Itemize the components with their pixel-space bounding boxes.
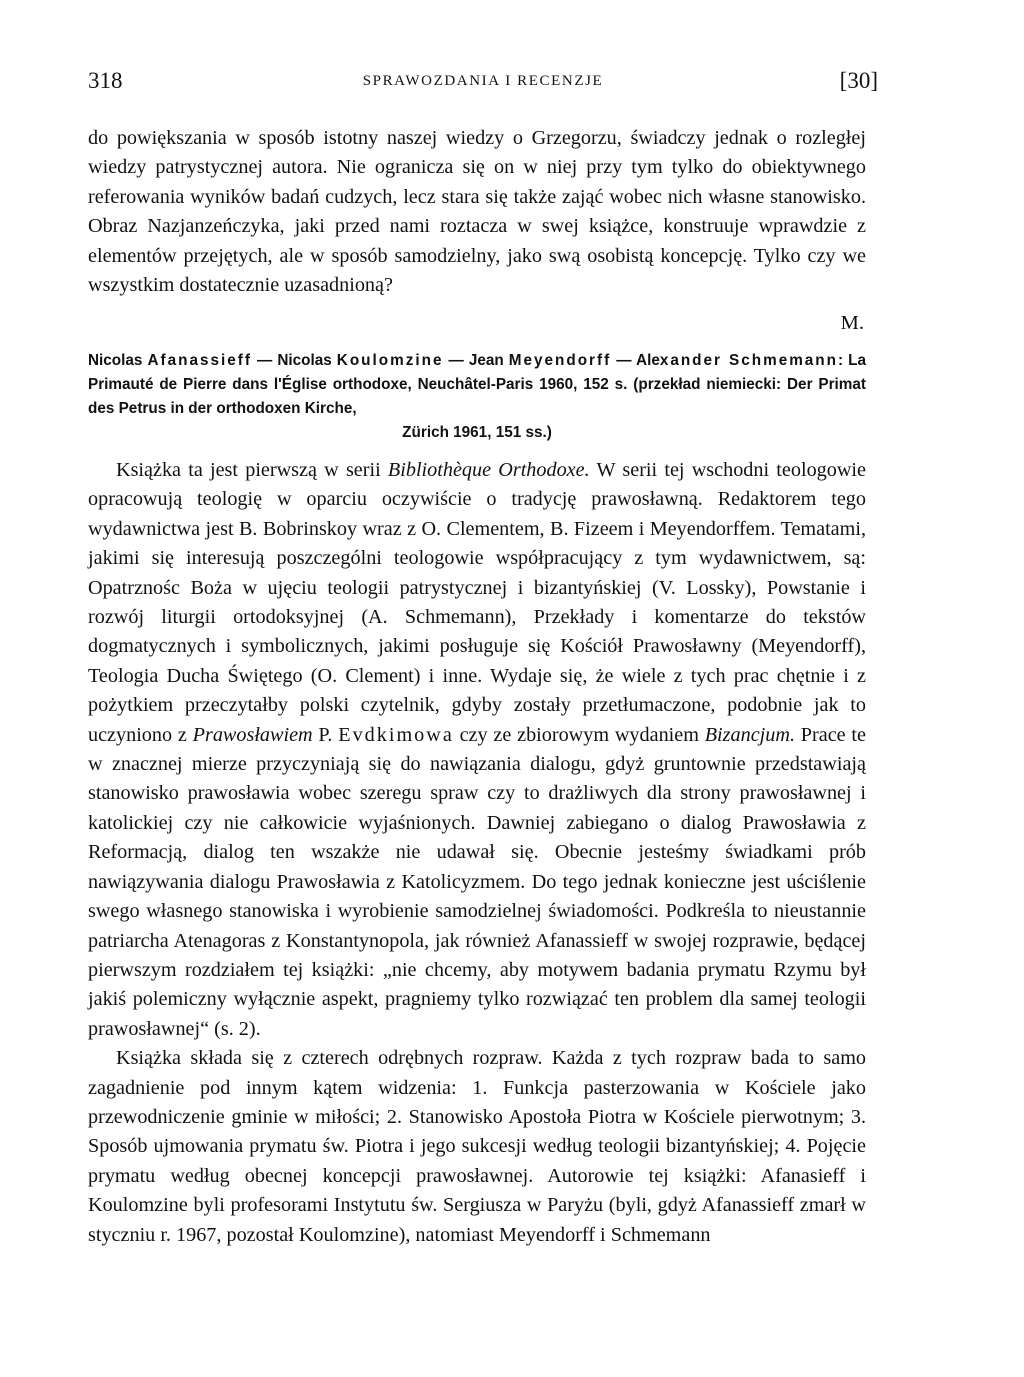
citation-text: Nicolas <box>88 352 148 369</box>
review-text: Książka ta jest pierwszą w serii <box>116 459 388 481</box>
work-title-bizancjum: Bizancjum. <box>704 723 795 746</box>
author-name-evdkimowa: Evdkimowa <box>338 723 454 746</box>
review-text: W serii tej wschodni teologowie opracowują teologię w oparciu oczywiście o tradycję prawosławną. Redaktorem tego wydawnictwa jest B. Bobrinskoy wraz z O. Clementem, B. Fizeem i Meyendorffem. Tematami, jakimi się interesują poszczególni teologowie współpracujący z tym wydawnictwem, są: Opatrznośc Boża w ujęciu teologii patrystycznej i bizantyńskiej (V. Lossky), Powstanie i rozwój liturgii ortodoksyjnej (A. Schmemann), Przekłady i komentarze do tekstów dogmatycznych i symbolicznych, jakimi posługuje się Kościół Prawosławny (Meyendorff), Teologia Ducha Świętego (O. Clement) i inne. Wydaje się, że wiele z tych prac chętnie i z pożytkiem przeczytałby polski czytelnik, gdyby zostały przetłumaczone, podobnie jak to uczyniono z <box>88 459 866 746</box>
bibliographic-citation <box>88 349 866 445</box>
page-header <box>88 68 878 108</box>
citation-center-line: Zürich 1961, 151 ss.) <box>402 424 552 441</box>
section-number: [30] <box>839 68 878 93</box>
review-paragraph-2: Książka składa się z czterech odrębnych rozpraw. Każda z tych rozpraw bada to samo zagadnienie pod innym kątem widzenia: 1. Funkcja pasterzowania w Kościele jako przewodniczenie gminie w miłości; 2. Stanowisko Apostoła Piotra w Kościele pierwotnym; 3. Sposób ujmowania prymatu św. Piotra i jego sukcesji według teologii bizantyńskiej; 4. Pojęcie prymatu według obecnej koncepcji prawosławnej. Autorowie tej książki: Afanasieff i Koulomzine byli profesorami Instytutu św. Sergiusza w Paryżu (byli, gdyż Afanassieff zmarł w styczniu r. 1967, pozostał Koulomzine), natomiast Meyendorff i Schmemann <box>88 1047 866 1246</box>
review-paragraph-1 <box>88 456 866 1044</box>
review-text: czy ze zbiorowym wydaniem <box>453 723 705 746</box>
review-signature: M. <box>840 312 864 334</box>
series-title: Bibliothèque Orthodoxe. <box>387 459 590 481</box>
running-title: SPRAWOZDANIA I RECENZJE <box>362 73 604 89</box>
citation-title-and-details: : La Primauté de Pierre dans l'Église orthodoxe, Neuchâtel-Paris 1960, 152 s. (przekład niemiecki: Der Primat des Petrus in der orthodoxen Kirche, <box>88 352 866 417</box>
author-surname-koulomzine: Koulomzine <box>336 352 444 369</box>
citation-text: — Ale <box>611 352 660 369</box>
citation-text: — Jean <box>443 352 509 369</box>
page-number: 318 <box>88 68 123 93</box>
review-text: P. <box>312 723 339 746</box>
author-surname-meyendorff: Meyendorff <box>508 352 612 369</box>
citation-text: — Nicolas <box>251 352 337 369</box>
work-title-prawoslawie: Prawosławiem <box>192 723 313 746</box>
author-name-schmemann: xander Schmemann <box>659 352 838 369</box>
previous-review-paragraph: do powiększania w sposób istotny naszej wiedzy o Grzegorzu, świadczy jednak o rozległej wiedzy patrystycznej autora. Nie ogranicza się on w niej przy tym tylko do obiektywnego referowania wyników badań cudzych, lecz stara się także zająć wobec nich własne stanowisko. Obraz Nazjanzeńczyka, jaki przed nami roztacza w swej książce, konstruuje wprawdzie z elementów przejętych, ale w sposób samodzielny, jako swą osobistą koncepcję. Tylko czy we wszystkim dostatecznie uzasadnioną? <box>88 127 866 297</box>
review-text: Prace te w znacznej mierze przyczyniają się do nawiązania dialogu, gdyż gruntownie przedstawiają stanowisko prawosławia wobec szeregu spraw czy to drażliwych dla strony prawosławnej i katolickiej czy nie całkowicie wyjaśnionych. Dawniej zabiegano o dialog Prawosławia z Reformacją, dialog ten wszakże nie udawał się. Obecnie jesteśmy świadkami prób nawiązywania dialogu Prawosławia z Katolicyzmem. Do tego jednak konieczne jest uściślenie swego własnego stanowiska i wyrobienie samodzielnej świadomości. Podkreśla to nieustannie patriarcha Atenagoras z Konstantynopola, jak również Afanassieff w swojej rozprawie, będącej pierwszym rozdziałem tej książki: „nie chcemy, aby motywem badania prymatu Rzymu był jakiś polemiczny wyłącznie aspekt, pragniemy tylko rozwiązać ten problem dla samej teologii prawosławnej“ (s. 2). <box>88 723 866 1040</box>
review-body <box>88 456 866 1250</box>
author-surname-afanassieff: Afanassieff <box>147 352 252 369</box>
